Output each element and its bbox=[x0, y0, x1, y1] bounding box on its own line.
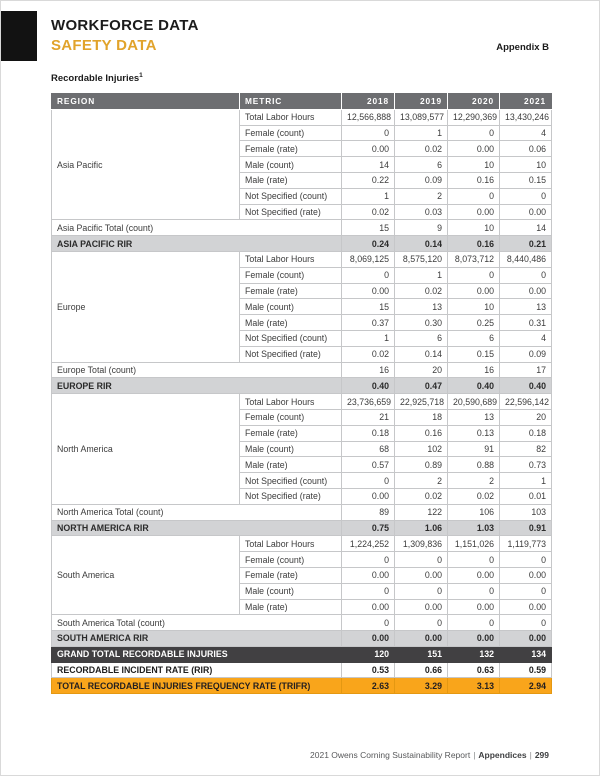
value-cell: 13 bbox=[500, 299, 552, 315]
value-cell: 0 bbox=[342, 473, 395, 489]
region-rir-row-label: NORTH AMERICA RIR bbox=[52, 520, 342, 536]
footer-separator: | bbox=[529, 750, 532, 760]
value-cell: 1 bbox=[500, 473, 552, 489]
value-cell: 0.47 bbox=[395, 378, 448, 394]
region-name: South America bbox=[52, 536, 240, 615]
region-total-row bbox=[52, 615, 552, 631]
value-cell: 0 bbox=[342, 615, 395, 631]
value-cell: 0.06 bbox=[500, 141, 552, 157]
region-total-row bbox=[52, 362, 552, 378]
value-cell: 0.73 bbox=[500, 457, 552, 473]
value-cell: 0.40 bbox=[448, 378, 500, 394]
value-cell: 8,073,712 bbox=[448, 251, 500, 267]
value-cell: 0.53 bbox=[342, 662, 395, 678]
value-cell: 0 bbox=[448, 552, 500, 568]
table-body bbox=[52, 109, 552, 693]
value-cell: 0 bbox=[342, 552, 395, 568]
footer-separator: | bbox=[473, 750, 476, 760]
value-cell: 13 bbox=[395, 299, 448, 315]
value-cell: 0 bbox=[500, 583, 552, 599]
region-total-row bbox=[52, 504, 552, 520]
value-cell: 1 bbox=[342, 188, 395, 204]
region-rir-row bbox=[52, 236, 552, 252]
value-cell: 2 bbox=[395, 188, 448, 204]
metric-label: Female (rate) bbox=[240, 141, 342, 157]
value-cell: 0.40 bbox=[342, 378, 395, 394]
value-cell: 16 bbox=[342, 362, 395, 378]
value-cell: 0.13 bbox=[448, 425, 500, 441]
value-cell: 10 bbox=[500, 157, 552, 173]
region-rir-row-label: ASIA PACIFIC RIR bbox=[52, 236, 342, 252]
metric-label: Female (rate) bbox=[240, 567, 342, 583]
value-cell: 1 bbox=[395, 125, 448, 141]
footnote-marker: 1 bbox=[139, 72, 143, 79]
value-cell: 3.29 bbox=[395, 678, 448, 694]
grand-total-row bbox=[52, 646, 552, 662]
value-cell: 0 bbox=[448, 583, 500, 599]
value-cell: 0 bbox=[395, 615, 448, 631]
region-total-row-label: North America Total (count) bbox=[52, 504, 342, 520]
value-cell: 0.09 bbox=[395, 172, 448, 188]
value-cell: 0 bbox=[448, 267, 500, 283]
value-cell: 1 bbox=[342, 330, 395, 346]
value-cell: 0.03 bbox=[395, 204, 448, 220]
metric-label: Male (count) bbox=[240, 441, 342, 457]
value-cell: 20 bbox=[500, 409, 552, 425]
value-cell: 0 bbox=[500, 552, 552, 568]
value-cell: 2.94 bbox=[500, 678, 552, 694]
value-cell: 18 bbox=[395, 409, 448, 425]
column-header-2021: 2021 bbox=[500, 94, 552, 110]
value-cell: 0.00 bbox=[500, 204, 552, 220]
region-name: Europe bbox=[52, 251, 240, 362]
metric-label: Total Labor Hours bbox=[240, 109, 342, 125]
table-head bbox=[52, 94, 552, 110]
value-cell: 20 bbox=[395, 362, 448, 378]
value-cell: 0.18 bbox=[500, 425, 552, 441]
value-cell: 0 bbox=[342, 125, 395, 141]
value-cell: 21 bbox=[342, 409, 395, 425]
metric-label: Total Labor Hours bbox=[240, 251, 342, 267]
value-cell: 0.00 bbox=[342, 141, 395, 157]
column-header-2020: 2020 bbox=[448, 94, 500, 110]
value-cell: 0.00 bbox=[448, 283, 500, 299]
value-cell: 23,736,659 bbox=[342, 394, 395, 410]
value-cell: 0.16 bbox=[448, 172, 500, 188]
metric-label: Male (count) bbox=[240, 299, 342, 315]
value-cell: 0.16 bbox=[448, 236, 500, 252]
metric-label: Female (count) bbox=[240, 125, 342, 141]
value-cell: 2 bbox=[448, 473, 500, 489]
value-cell: 15 bbox=[342, 220, 395, 236]
footer-page-number: 299 bbox=[534, 750, 549, 760]
metric-label: Male (rate) bbox=[240, 172, 342, 188]
value-cell: 1.06 bbox=[395, 520, 448, 536]
metric-label: Female (rate) bbox=[240, 283, 342, 299]
value-cell: 3.13 bbox=[448, 678, 500, 694]
region-total-row-label: South America Total (count) bbox=[52, 615, 342, 631]
value-cell: 14 bbox=[342, 157, 395, 173]
value-cell: 132 bbox=[448, 646, 500, 662]
value-cell: 13,430,246 bbox=[500, 109, 552, 125]
value-cell: 0.00 bbox=[500, 567, 552, 583]
value-cell: 16 bbox=[448, 362, 500, 378]
value-cell: 0 bbox=[395, 552, 448, 568]
page-subtitle: SAFETY DATA bbox=[51, 37, 157, 54]
value-cell: 0.00 bbox=[342, 599, 395, 615]
metric-label: Female (count) bbox=[240, 267, 342, 283]
metric-label: Male (rate) bbox=[240, 457, 342, 473]
value-cell: 0.01 bbox=[500, 488, 552, 504]
value-cell: 0.24 bbox=[342, 236, 395, 252]
value-cell: 0.31 bbox=[500, 315, 552, 331]
value-cell: 0 bbox=[448, 125, 500, 141]
region-name: North America bbox=[52, 394, 240, 505]
value-cell: 1,309,836 bbox=[395, 536, 448, 552]
value-cell: 0.02 bbox=[395, 283, 448, 299]
trifr-row bbox=[52, 678, 552, 694]
footer-section: Appendices bbox=[478, 750, 527, 760]
value-cell: 0.00 bbox=[342, 631, 395, 647]
column-header-region: REGION bbox=[52, 94, 240, 110]
region-rir-row-label: SOUTH AMERICA RIR bbox=[52, 631, 342, 647]
value-cell: 22,925,718 bbox=[395, 394, 448, 410]
value-cell: 0.14 bbox=[395, 346, 448, 362]
region-total-row-label: Asia Pacific Total (count) bbox=[52, 220, 342, 236]
value-cell: 0.02 bbox=[342, 346, 395, 362]
value-cell: 0.00 bbox=[500, 283, 552, 299]
value-cell: 0.00 bbox=[500, 599, 552, 615]
value-cell: 103 bbox=[500, 504, 552, 520]
value-cell: 22,596,142 bbox=[500, 394, 552, 410]
grand-total-row-label: GRAND TOTAL RECORDABLE INJURIES bbox=[52, 646, 342, 662]
metric-label: Not Specified (rate) bbox=[240, 204, 342, 220]
column-header-2018: 2018 bbox=[342, 94, 395, 110]
metric-label: Male (count) bbox=[240, 157, 342, 173]
metric-label: Total Labor Hours bbox=[240, 394, 342, 410]
value-cell: 0 bbox=[342, 267, 395, 283]
metric-label: Total Labor Hours bbox=[240, 536, 342, 552]
value-cell: 0.30 bbox=[395, 315, 448, 331]
metric-label: Female (count) bbox=[240, 552, 342, 568]
page-header bbox=[51, 17, 199, 54]
value-cell: 102 bbox=[395, 441, 448, 457]
metric-label: Male (rate) bbox=[240, 599, 342, 615]
value-cell: 0 bbox=[448, 615, 500, 631]
value-cell: 0.59 bbox=[500, 662, 552, 678]
table-caption bbox=[51, 72, 143, 84]
value-cell: 0 bbox=[500, 267, 552, 283]
value-cell: 0.89 bbox=[395, 457, 448, 473]
value-cell: 0.00 bbox=[395, 567, 448, 583]
metric-label: Not Specified (rate) bbox=[240, 346, 342, 362]
value-cell: 0.00 bbox=[448, 599, 500, 615]
table-caption-text: Recordable Injuries bbox=[51, 73, 140, 85]
value-cell: 120 bbox=[342, 646, 395, 662]
value-cell: 151 bbox=[395, 646, 448, 662]
value-cell: 6 bbox=[395, 330, 448, 346]
recordable-injuries-table bbox=[51, 93, 552, 694]
value-cell: 0.88 bbox=[448, 457, 500, 473]
appendix-label: Appendix B bbox=[496, 42, 549, 53]
value-cell: 0.02 bbox=[342, 204, 395, 220]
value-cell: 15 bbox=[342, 299, 395, 315]
header-row bbox=[52, 94, 552, 110]
metric-row bbox=[52, 251, 552, 267]
value-cell: 0 bbox=[500, 615, 552, 631]
value-cell: 122 bbox=[395, 504, 448, 520]
value-cell: 0.25 bbox=[448, 315, 500, 331]
value-cell: 0.22 bbox=[342, 172, 395, 188]
region-total-row-label: Europe Total (count) bbox=[52, 362, 342, 378]
value-cell: 14 bbox=[500, 220, 552, 236]
value-cell: 20,590,689 bbox=[448, 394, 500, 410]
value-cell: 8,440,486 bbox=[500, 251, 552, 267]
value-cell: 0.00 bbox=[448, 204, 500, 220]
value-cell: 0.15 bbox=[500, 172, 552, 188]
value-cell: 17 bbox=[500, 362, 552, 378]
value-cell: 1.03 bbox=[448, 520, 500, 536]
value-cell: 0.21 bbox=[500, 236, 552, 252]
footer-report-title: 2021 Owens Corning Sustainability Report bbox=[310, 750, 471, 760]
value-cell: 8,069,125 bbox=[342, 251, 395, 267]
region-rir-row bbox=[52, 520, 552, 536]
value-cell: 0.00 bbox=[395, 631, 448, 647]
value-cell: 0.18 bbox=[342, 425, 395, 441]
value-cell: 10 bbox=[448, 299, 500, 315]
value-cell: 0.02 bbox=[395, 141, 448, 157]
metric-label: Not Specified (count) bbox=[240, 188, 342, 204]
value-cell: 134 bbox=[500, 646, 552, 662]
value-cell: 0.66 bbox=[395, 662, 448, 678]
value-cell: 106 bbox=[448, 504, 500, 520]
value-cell: 6 bbox=[448, 330, 500, 346]
recordable-incident-rate-row-label: RECORDABLE INCIDENT RATE (RIR) bbox=[52, 662, 342, 678]
value-cell: 4 bbox=[500, 330, 552, 346]
value-cell: 0.00 bbox=[448, 567, 500, 583]
value-cell: 0.00 bbox=[448, 631, 500, 647]
region-rir-row bbox=[52, 631, 552, 647]
metric-label: Female (rate) bbox=[240, 425, 342, 441]
region-rir-row-label: EUROPE RIR bbox=[52, 378, 342, 394]
column-header-metric: METRIC bbox=[240, 94, 342, 110]
value-cell: 0.00 bbox=[342, 488, 395, 504]
region-rir-row bbox=[52, 378, 552, 394]
value-cell: 8,575,120 bbox=[395, 251, 448, 267]
page-corner-tab bbox=[1, 11, 37, 61]
value-cell: 0 bbox=[448, 188, 500, 204]
metric-row bbox=[52, 394, 552, 410]
value-cell: 91 bbox=[448, 441, 500, 457]
recordable-incident-rate-row bbox=[52, 662, 552, 678]
value-cell: 0.09 bbox=[500, 346, 552, 362]
value-cell: 68 bbox=[342, 441, 395, 457]
value-cell: 12,290,369 bbox=[448, 109, 500, 125]
value-cell: 0.02 bbox=[448, 488, 500, 504]
metric-row bbox=[52, 536, 552, 552]
value-cell: 0.91 bbox=[500, 520, 552, 536]
value-cell: 0.00 bbox=[500, 631, 552, 647]
value-cell: 82 bbox=[500, 441, 552, 457]
region-total-row bbox=[52, 220, 552, 236]
value-cell: 2 bbox=[395, 473, 448, 489]
metric-label: Not Specified (count) bbox=[240, 330, 342, 346]
value-cell: 0.40 bbox=[500, 378, 552, 394]
value-cell: 0.00 bbox=[342, 283, 395, 299]
value-cell: 1,224,252 bbox=[342, 536, 395, 552]
value-cell: 13,089,577 bbox=[395, 109, 448, 125]
value-cell: 0.37 bbox=[342, 315, 395, 331]
value-cell: 0.00 bbox=[395, 599, 448, 615]
value-cell: 9 bbox=[395, 220, 448, 236]
metric-label: Female (count) bbox=[240, 409, 342, 425]
value-cell: 0.63 bbox=[448, 662, 500, 678]
value-cell: 0.02 bbox=[395, 488, 448, 504]
page-title: WORKFORCE DATA bbox=[51, 17, 199, 34]
value-cell: 0.16 bbox=[395, 425, 448, 441]
metric-label: Not Specified (count) bbox=[240, 473, 342, 489]
trifr-row-label: TOTAL RECORDABLE INJURIES FREQUENCY RATE (TRIFR) bbox=[52, 678, 342, 694]
value-cell: 1,119,773 bbox=[500, 536, 552, 552]
region-name: Asia Pacific bbox=[52, 109, 240, 220]
value-cell: 12,566,888 bbox=[342, 109, 395, 125]
value-cell: 10 bbox=[448, 220, 500, 236]
value-cell: 0.15 bbox=[448, 346, 500, 362]
metric-row bbox=[52, 109, 552, 125]
page-footer bbox=[310, 750, 549, 760]
value-cell: 13 bbox=[448, 409, 500, 425]
value-cell: 0.57 bbox=[342, 457, 395, 473]
value-cell: 0.75 bbox=[342, 520, 395, 536]
value-cell: 6 bbox=[395, 157, 448, 173]
value-cell: 89 bbox=[342, 504, 395, 520]
value-cell: 0 bbox=[500, 188, 552, 204]
value-cell: 2.63 bbox=[342, 678, 395, 694]
value-cell: 10 bbox=[448, 157, 500, 173]
value-cell: 0.00 bbox=[448, 141, 500, 157]
value-cell: 4 bbox=[500, 125, 552, 141]
metric-label: Not Specified (rate) bbox=[240, 488, 342, 504]
value-cell: 0 bbox=[395, 583, 448, 599]
value-cell: 1 bbox=[395, 267, 448, 283]
value-cell: 0.00 bbox=[342, 567, 395, 583]
value-cell: 0 bbox=[342, 583, 395, 599]
value-cell: 1,151,026 bbox=[448, 536, 500, 552]
column-header-2019: 2019 bbox=[395, 94, 448, 110]
metric-label: Male (count) bbox=[240, 583, 342, 599]
value-cell: 0.14 bbox=[395, 236, 448, 252]
metric-label: Male (rate) bbox=[240, 315, 342, 331]
